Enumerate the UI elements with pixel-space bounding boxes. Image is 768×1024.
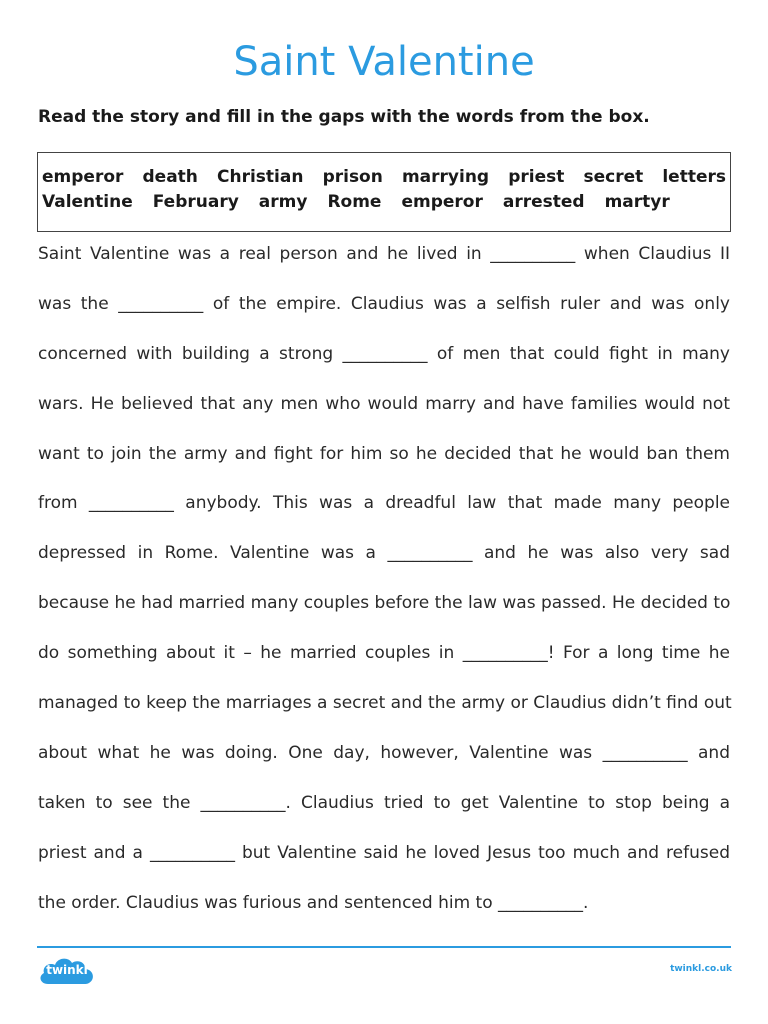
story-line: was the __________ of the empire. Claudius was a selfish ruler and was only xyxy=(38,293,730,314)
word-bank-word: martyr xyxy=(604,192,670,212)
story-line: about what he was doing. One day, however, Valentine was __________ and xyxy=(38,742,730,763)
instructions: Read the story and fill in the gaps with the words from the box. xyxy=(38,107,650,127)
twinkl-logo xyxy=(36,952,98,990)
word-bank-word: army xyxy=(258,192,308,212)
word-bank-word: Rome xyxy=(327,192,382,212)
word-bank-word: emperor xyxy=(401,192,483,212)
story-line: depressed in Rome. Valentine was a __________ and he was also very sad xyxy=(38,543,730,564)
word-bank-word: February xyxy=(152,192,239,212)
word-bank-word: arrested xyxy=(502,192,585,212)
word-bank-word: prison xyxy=(322,167,383,187)
word-bank-word: letters xyxy=(662,167,726,187)
word-bank-box xyxy=(37,152,731,232)
story-line: because he had married many couples before the law was passed. He decided to xyxy=(38,593,731,614)
story-line: concerned with building a strong __________ of men that could fight in many xyxy=(38,343,730,364)
word-bank-word: emperor xyxy=(42,167,124,187)
story-line: priest and a __________ but Valentine said he loved Jesus too much and refused xyxy=(38,842,730,863)
story-line: the order. Claudius was furious and sentenced him to __________. xyxy=(38,892,589,913)
website-link[interactable]: twinkl.co.uk xyxy=(670,964,732,974)
story-line: Saint Valentine was a real person and he lived in __________ when Claudius II xyxy=(38,244,730,264)
story-line: taken to see the __________. Claudius tried to get Valentine to stop being a xyxy=(38,792,730,813)
page-title: Saint Valentine xyxy=(233,39,535,85)
word-bank-word: death xyxy=(142,167,198,187)
story-line: want to join the army and fight for him so he decided that he would ban them xyxy=(38,443,730,464)
story-line: managed to keep the marriages a secret and the army or Claudius didn’t find out xyxy=(38,693,732,714)
logo-text: twinkl xyxy=(46,963,88,977)
word-bank-word: priest xyxy=(508,167,565,187)
word-bank-row-2 xyxy=(42,190,726,215)
story-line: do something about it – he married couples in __________! For a long time he xyxy=(38,643,730,664)
footer-divider xyxy=(37,946,731,948)
story-text xyxy=(38,239,730,937)
story-line: from __________ anybody. This was a dreadful law that made many people xyxy=(38,493,730,514)
word-bank-word: Christian xyxy=(217,167,304,187)
word-bank-word: secret xyxy=(583,167,644,187)
story-line: wars. He believed that any men who would marry and have families would not xyxy=(38,393,730,414)
word-bank-word: Valentine xyxy=(42,192,133,212)
word-bank-row-1 xyxy=(42,165,726,190)
word-bank-word: marrying xyxy=(401,167,490,187)
